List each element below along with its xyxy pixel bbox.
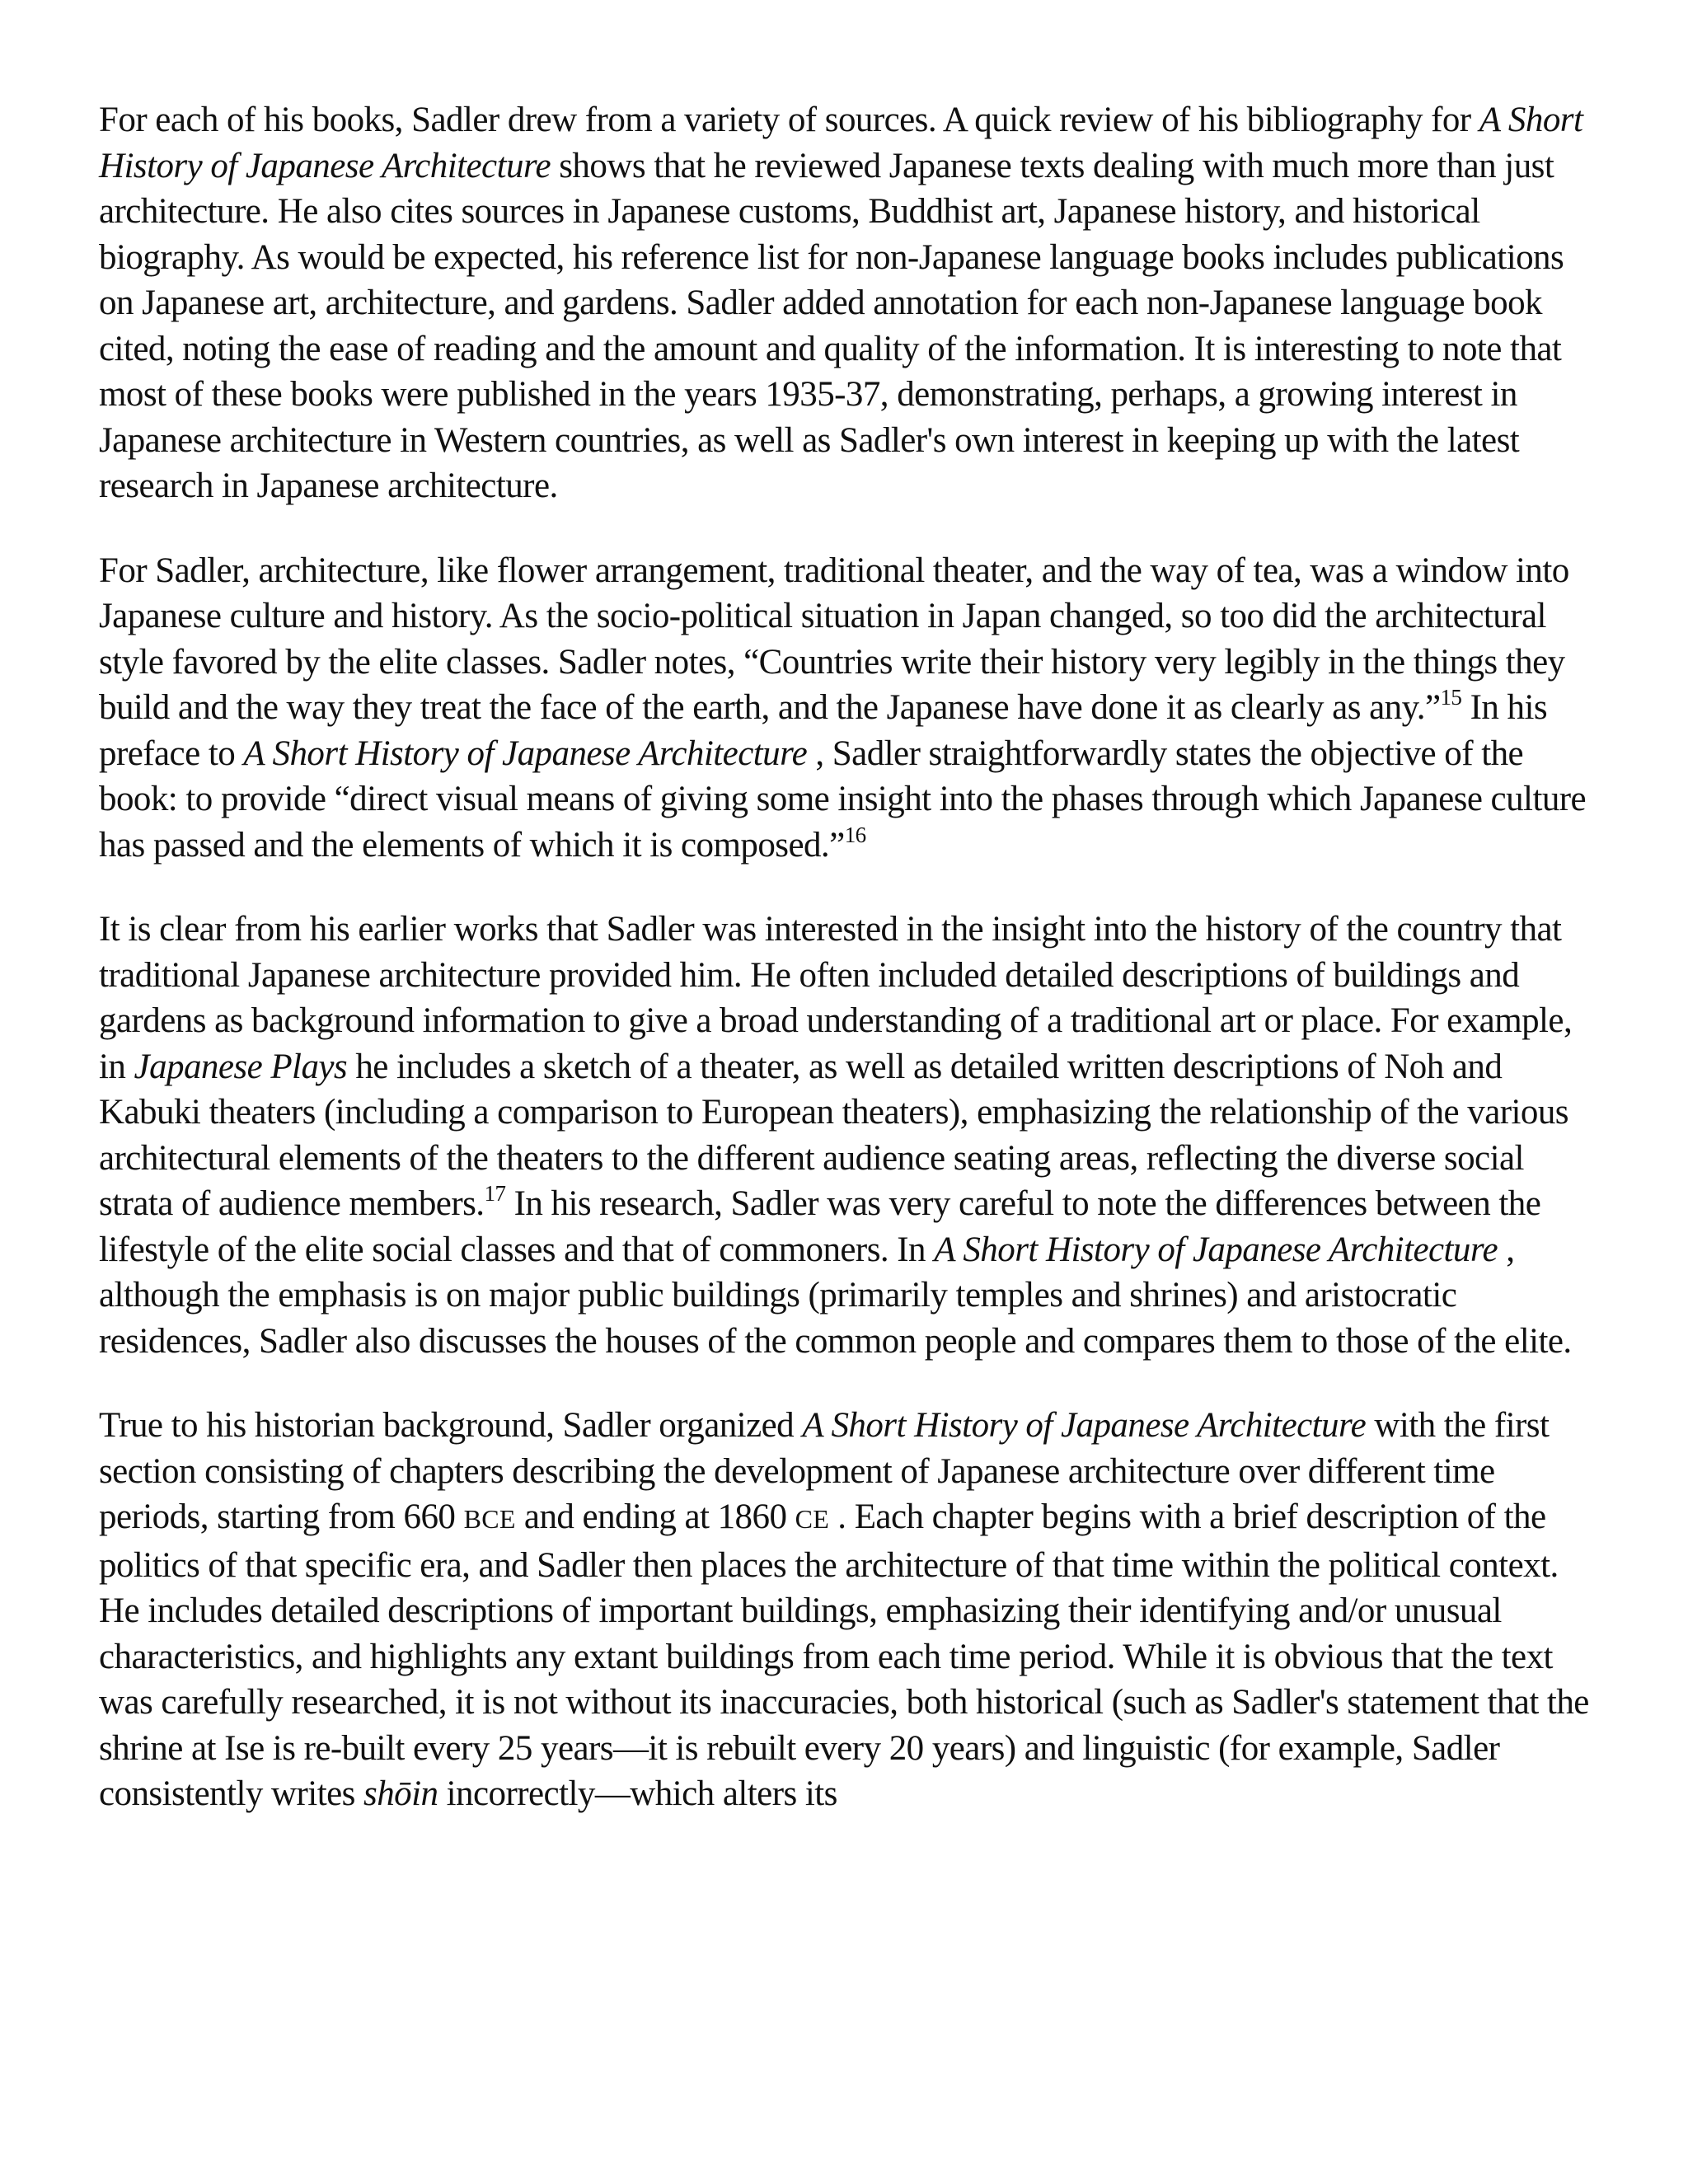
footnote-ref: 16: [844, 822, 866, 847]
paragraph-organization: [99, 1403, 1599, 1817]
text-run: and ending at 1860: [515, 1497, 795, 1536]
era-abbreviation: BCE: [463, 1504, 516, 1534]
italic-title: A Short History of Japanese Architecture: [99, 101, 1583, 185]
text-run: For Sadler, architecture, like flower arrangement, traditional theater, and the way of tea, was a window into Japanese culture and history. As the socio-political situation in Japan changed, so too did the architectural style favored by the elite classes. Sadler notes, “Countries write their history very legibly in the things they build and the way they treat the face of the earth, and the Japanese have done it as clearly as any.”: [99, 551, 1569, 727]
paragraph-sources: [99, 97, 1599, 509]
text-run: he includes a sketch of a theater, as well as detailed written descriptions of Noh and Kabuki theaters (including a comparison to European theaters), emphasizing the relationship of the various architectural elements of the theaters to the different audience seating areas, reflecting the diverse social strata of audience members.: [99, 1047, 1568, 1223]
era-abbreviation: CE: [795, 1504, 830, 1534]
text-run: , although the emphasis is on major public buildings (primarily temples and shrines) and aristocratic residences, Sadler also discusses the houses of the common people and compares them to those of the elite.: [99, 1230, 1572, 1361]
text-run: It is clear from his earlier works that Sadler was interested in the insight into the history of the country that traditional Japanese architecture provided him. He often included detailed descriptions of buildings and gardens as background information to give a broad understanding of a traditional art or place. For example, in: [99, 910, 1573, 1086]
text-run: , Sadler straightforwardly states the objective of the book: to provide “direct visual means of giving some insight into the phases through which Japanese culture has passed and the elements of which it is composed.”: [99, 733, 1587, 865]
document-page: [99, 97, 1599, 1817]
text-run: True to his historian background, Sadler organized: [99, 1406, 803, 1445]
italic-title: shōin: [363, 1774, 438, 1813]
footnote-ref: 17: [484, 1181, 506, 1206]
text-run: with the first section consisting of chapters describing the development of Japanese architecture over different time periods, starting from 660: [99, 1406, 1550, 1536]
paragraph-culture-window: [99, 548, 1599, 869]
italic-title: Japanese Plays: [134, 1047, 348, 1086]
italic-title: A Short History of Japanese Architecture: [802, 1406, 1367, 1445]
italic-title: A Short History of Japanese Architecture: [243, 733, 808, 773]
paragraph-earlier-works: [99, 907, 1599, 1364]
footnote-ref: 15: [1440, 685, 1462, 710]
text-run: . Each chapter begins with a brief description of the politics of that specific era, and Sadler then places the architecture of that time within the political context. He includes detailed descriptions of important buildings, emphasizing their identifying and/or unusual characteristics, and highlights any extant buildings from each time period. While it is obvious that the text was carefully researched, it is not without its inaccuracies, both historical (such as Sadler's statement that the shrine at Ise is re-built every 25 years—it is rebuilt every 20 years) and linguistic (for example, Sadler consistently writes: [99, 1497, 1589, 1813]
italic-title: A Short History of Japanese Architecture: [934, 1230, 1498, 1269]
text-run: For each of his books, Sadler drew from a variety of sources. A quick review of his bibliography for: [99, 101, 1479, 139]
text-run: shows that he reviewed Japanese texts dealing with much more than just architecture. He also cites sources in Japanese customs, Buddhist art, Japanese history, and historical biography. As would be expected, his reference list for non-Japanese language books includes publications on Japanese art, architecture, and gardens. Sadler added annotation for each non-Japanese language book cited, noting the ease of reading and the amount and quality of the information. It is interesting to note that most of these books were published in the years 1935-37, demonstrating, perhaps, a growing interest in Japanese architecture in Western countries, as well as Sadler's own interest in keeping up with the latest research in Japanese architecture.: [99, 146, 1564, 505]
text-run: In his research, Sadler was very careful to note the differences between the lifestyle of the elite social classes and that of commoners. In: [99, 1184, 1541, 1269]
text-run: In his preface to: [99, 688, 1548, 773]
text-run: incorrectly—which alters its: [438, 1774, 837, 1813]
